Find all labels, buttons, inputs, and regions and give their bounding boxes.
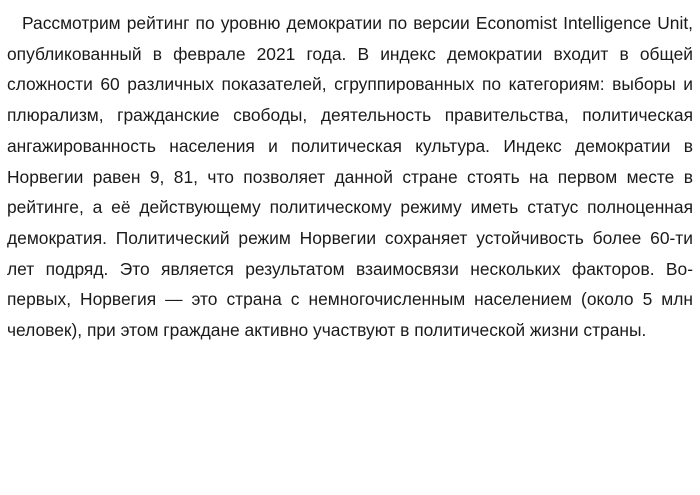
document-page — [7, 8, 693, 346]
body-paragraph: Рассмотрим рейтинг по уровню демократии по версии Economist Intelligence Unit, опубликованный в феврале 2021 года. В индекс демократии входит в общей сложности 60 различных показателей, сгруппированных по категориям: выборы и плюрализм, гражданские свободы, деятельность правительства, политическая ангажированность населения и политическая культура. Индекс демократии в Норвегии равен 9, 81, что позволяет данной стране стоять на первом месте в рейтинге, а её действующему политическому режиму иметь статус полноценная демократия. Политический режим Норвегии сохраняет устойчивость более 60-ти лет подряд. Это является результатом взаимосвязи нескольких факторов. Во-первых, Норвегия — это страна с немногочисленным населением (около 5 млн человек), при этом граждане активно участвуют в политической жизни страны. — [7, 13, 693, 341]
